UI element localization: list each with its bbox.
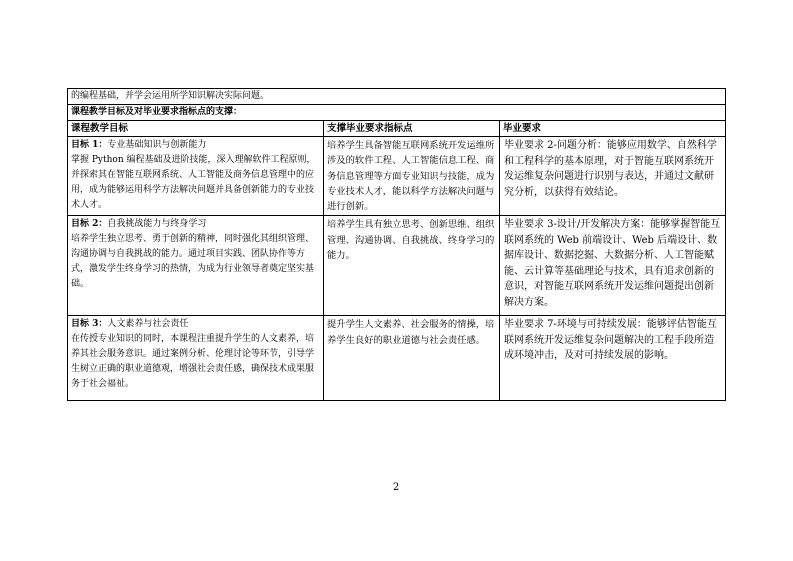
indicator-cell: 提升学生人文素养、社会服务的情操，培养学生良好的职业道德与社会责任感。 bbox=[324, 316, 500, 401]
table-row bbox=[68, 316, 726, 401]
table-row bbox=[68, 216, 726, 316]
requirement-cell: 毕业要求 3-设计/开发解决方案：能够掌握智能互联网系统的 Web 前端设计、Web 后端设计、数据库设计、数据挖掘、大数据分析、人工智能赋能、云计算等基础理论与技术，具有追求创新的意识，对智能互联网系统开发运维问题提出创新解决方案。 bbox=[500, 216, 726, 316]
requirement-cell: 毕业要求 2-问题分析：能够应用数学、自然科学和工程科学的基本原理，对于智能互联网系统开发运维复杂问题进行识别与表达，并通过文献研究分析，以获得有效结论。 bbox=[500, 137, 726, 216]
page-number: 2 bbox=[392, 482, 400, 493]
goals-table bbox=[67, 88, 726, 401]
goal-cell bbox=[68, 216, 324, 316]
goal-title: 专业基础知识与创新能力 bbox=[107, 140, 207, 150]
header-indicator: 支撑毕业要求指标点 bbox=[324, 121, 500, 137]
table-header-row bbox=[68, 121, 726, 137]
goal-body: 培养学生独立思考、勇于创新的精神，同时强化其组织管理、沟通协调与自我挑战的能力。通过项目实践、团队协作等方式，激发学生终身学习的热情，为成为行业领导者奠定坚实基础。 bbox=[71, 234, 315, 290]
table-row bbox=[68, 137, 726, 216]
goal-label: 目标 2： bbox=[71, 219, 108, 230]
intro-line: 的编程基础，并学会运用所学知识解决实际问题。 bbox=[68, 89, 726, 105]
header-requirement: 毕业要求 bbox=[500, 121, 726, 137]
goal-cell bbox=[68, 137, 324, 216]
goal-body: 掌握 Python 编程基础及进阶技能，深入理解软件工程原则，并探索其在智能互联网系统、人工智能及商务信息管理中的应用，成为能够运用科学方法解决问题并具备创新能力的专业技术人才。 bbox=[71, 155, 316, 210]
section-title: 课程教学目标及对毕业要求指标点的支撑： bbox=[68, 105, 726, 121]
indicator-cell: 培养学生具有独立思考、创新思维、组织管理、沟通协调、自我挑战、终身学习的能力。 bbox=[324, 216, 500, 316]
section-title-row bbox=[68, 105, 726, 121]
goal-title: 人文素养与社会责任 bbox=[107, 319, 189, 330]
requirement-cell: 毕业要求 7-环境与可持续发展：能够评估智能互联网系统开发运维复杂问题解决的工程手段所造成环境冲击，及对可持续发展的影响。 bbox=[500, 316, 726, 401]
goal-title: 自我挑战能力与终身学习 bbox=[107, 219, 207, 230]
header-goal: 课程教学目标 bbox=[68, 121, 324, 137]
intro-row bbox=[68, 89, 726, 105]
goal-body: 在传授专业知识的同时，本课程注重提升学生的人文素养，培养其社会服务意识。通过案例分析、伦理讨论等环节，引导学生树立正确的职业道德观，增强社会责任感，确保技术成果服务于社会福祉。 bbox=[71, 334, 315, 390]
goal-label: 目标 1： bbox=[71, 140, 108, 150]
indicator-cell: 培养学生具备智能互联网系统开发运维所涉及的软件工程、人工智能信息工程、商务信息管理等方面专业知识与技能，成为专业技术人才，能以科学方法解决问题与进行创新。 bbox=[324, 137, 500, 216]
goal-label: 目标 3： bbox=[71, 319, 108, 330]
goal-cell bbox=[68, 316, 324, 401]
